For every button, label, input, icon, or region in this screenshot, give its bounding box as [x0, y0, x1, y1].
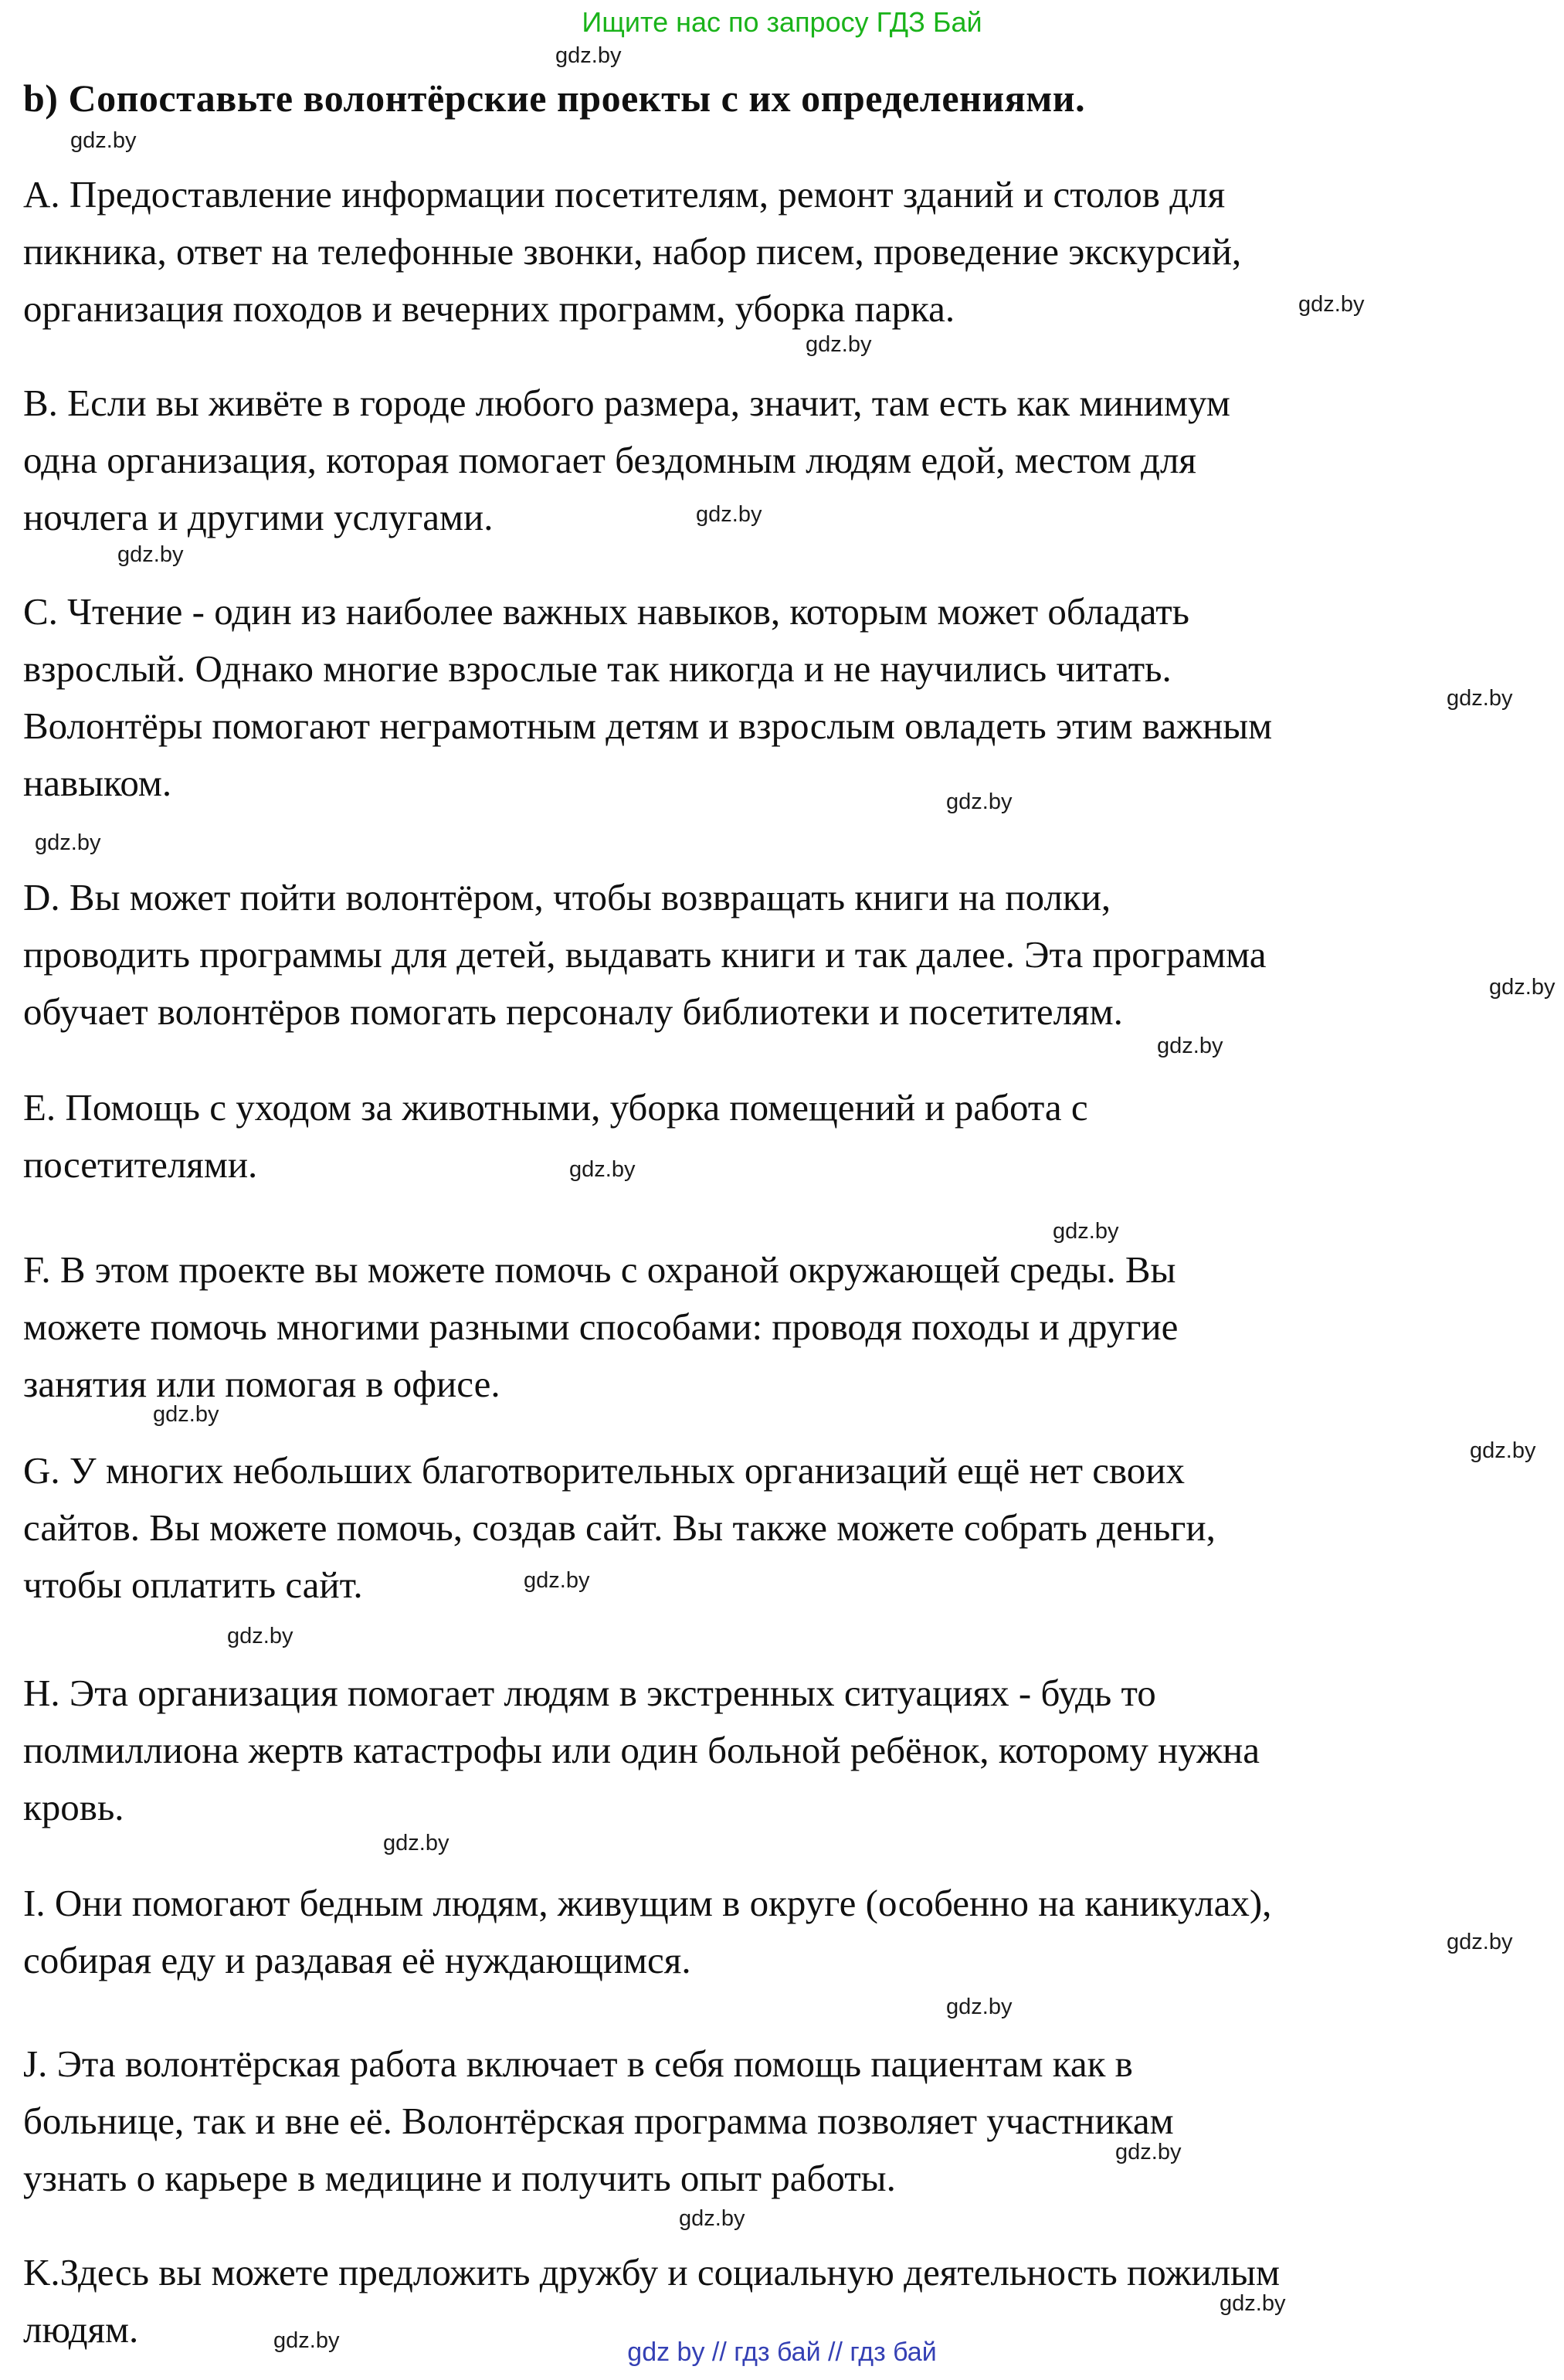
gdzby-watermark: gdz.by	[117, 542, 184, 567]
gdzby-watermark: gdz.by	[227, 1624, 293, 1648]
gdzby-watermark: gdz.by	[1053, 1219, 1119, 1244]
text-line: K.Здесь вы можете предложить дружбу и социальную деятельность пожилым	[23, 2251, 1280, 2293]
gdzby-watermark: gdz.by	[524, 1568, 590, 1593]
definition-item-e	[23, 1079, 1549, 1193]
text-line: занятия или помогая в офисе.	[23, 1363, 500, 1405]
text-line: I. Они помогают бедным людям, живущим в округе (особенно на каникулах),	[23, 1882, 1272, 1924]
text-line: полмиллиона жертв катастрофы или один больной ребёнок, которому нужна	[23, 1729, 1260, 1771]
footer-promo: gdz by // гдз бай // гдз бай	[627, 2338, 937, 2367]
promo-header: Ищите нас по запросу ГДЗ Бай	[582, 6, 982, 38]
gdzby-watermark: gdz.by	[1447, 1930, 1513, 1954]
text-line: собирая еду и раздавая её нуждающимся.	[23, 1939, 691, 1981]
text-line: ночлега и другими услугами.	[23, 496, 494, 538]
text-line: узнать о карьере в медицине и получить опыт работы.	[23, 2157, 896, 2199]
gdzby-watermark: gdz.by	[153, 1402, 219, 1427]
gdzby-watermark: gdz.by	[555, 43, 622, 68]
text-line: пикника, ответ на телефонные звонки, набор писем, проведение экскурсий,	[23, 230, 1242, 273]
definition-item-b	[23, 375, 1549, 546]
gdzby-watermark: gdz.by	[806, 332, 872, 357]
gdzby-watermark: gdz.by	[383, 1831, 450, 1855]
gdzby-watermark: gdz.by	[679, 2206, 745, 2231]
gdzby-watermark: gdz.by	[35, 830, 101, 855]
definition-item-h	[23, 1665, 1549, 1836]
text-line: чтобы оплатить сайт.	[23, 1563, 363, 1606]
text-line: проводить программы для детей, выдавать книги и так далее. Эта программа	[23, 933, 1267, 976]
text-line: E. Помощь с уходом за животными, уборка помещений и работа с	[23, 1086, 1088, 1129]
text-line: A. Предоставление информации посетителям, ремонт зданий и столов для	[23, 173, 1226, 216]
text-line: организация походов и вечерних программ, уборка парка.	[23, 287, 955, 330]
gdzby-watermark: gdz.by	[946, 789, 1013, 814]
gdzby-watermark: gdz.by	[1489, 975, 1556, 1000]
text-line: Волонтёры помогают неграмотным детям и взрослым овладеть этим важным	[23, 704, 1273, 747]
gdzby-watermark: gdz.by	[1470, 1438, 1536, 1463]
text-line: G. У многих небольших благотворительных организаций ещё нет своих	[23, 1449, 1186, 1492]
text-line: C. Чтение - один из наиболее важных навыков, которым может обладать	[23, 590, 1190, 633]
text-line: D. Вы может пойти волонтёром, чтобы возвращать книги на полки,	[23, 876, 1111, 918]
text-line: одна организация, которая помогает бездомным людям едой, местом для	[23, 439, 1196, 481]
gdzby-watermark: gdz.by	[946, 1995, 1013, 2019]
gdzby-watermark: gdz.by	[696, 502, 762, 527]
definition-item-j	[23, 2035, 1549, 2207]
text-line: можете помочь многими разными способами: проводя походы и другие	[23, 1305, 1179, 1348]
gdzby-watermark: gdz.by	[1220, 2291, 1286, 2316]
text-line: H. Эта организация помогает людям в экстренных ситуациях - будь то	[23, 1672, 1156, 1714]
text-line: J. Эта волонтёрская работа включает в себя помощь пациентам как в	[23, 2042, 1133, 2085]
text-line: сайтов. Вы можете помочь, создав сайт. Вы также можете собрать деньги,	[23, 1506, 1216, 1549]
gdzby-watermark: gdz.by	[1447, 686, 1513, 711]
gdzby-watermark: gdz.by	[1298, 292, 1365, 317]
text-line: F. В этом проекте вы можете помочь с охраной окружающей среды. Вы	[23, 1248, 1176, 1291]
definition-item-i	[23, 1875, 1549, 1989]
page-title: b) Сопоставьте волонтёрские проекты с их определениями.	[23, 76, 1086, 120]
text-line: людям.	[23, 2308, 139, 2351]
definition-item-g	[23, 1442, 1549, 1614]
gdzby-watermark: gdz.by	[1115, 2140, 1182, 2164]
definition-item-f	[23, 1241, 1549, 1413]
definition-item-c	[23, 583, 1549, 812]
gdzby-watermark: gdz.by	[70, 128, 137, 153]
gdzby-watermark: gdz.by	[273, 2328, 340, 2353]
text-line: больнице, так и вне её. Волонтёрская программа позволяет участникам	[23, 2100, 1174, 2142]
gdzby-watermark: gdz.by	[1157, 1034, 1223, 1058]
text-line: навыком.	[23, 762, 172, 804]
text-line: кровь.	[23, 1786, 124, 1828]
text-line: взрослый. Однако многие взрослые так никогда и не научились читать.	[23, 647, 1172, 690]
text-line: посетителями.	[23, 1143, 258, 1186]
definition-item-d	[23, 869, 1549, 1041]
text-line: обучает волонтёров помогать персоналу библиотеки и посетителям.	[23, 990, 1123, 1033]
text-line: B. Если вы живёте в городе любого размера, значит, там есть как минимум	[23, 382, 1230, 424]
gdzby-watermark: gdz.by	[569, 1157, 636, 1182]
